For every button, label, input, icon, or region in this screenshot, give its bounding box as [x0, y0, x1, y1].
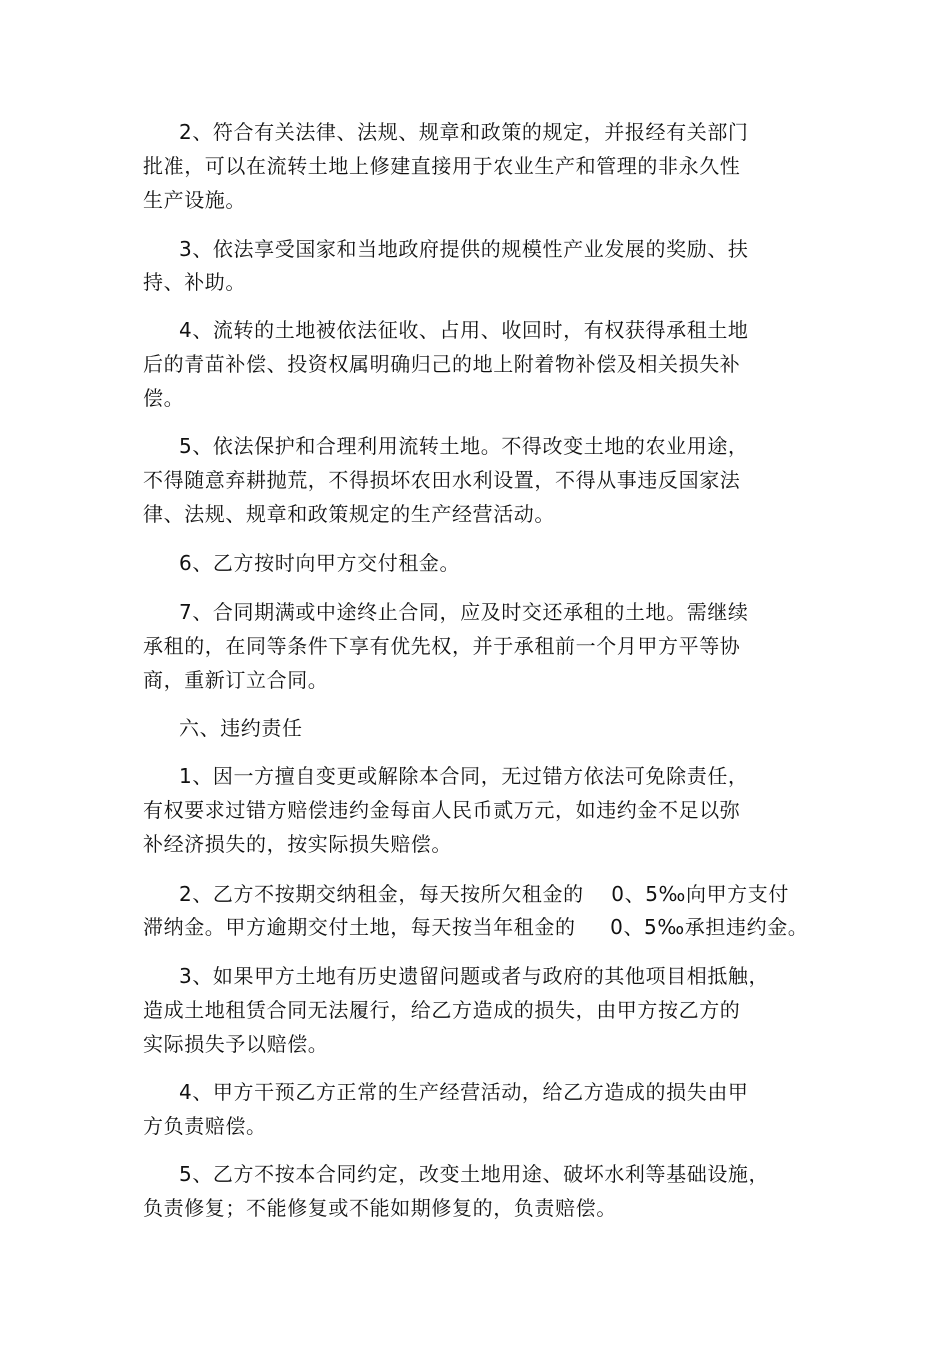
section-heading: 六、违约责任 [179, 716, 303, 740]
paragraph-line: 有权要求过错方赔偿违约金每亩人民币贰万元，如违约金不足以弥 [143, 798, 741, 822]
paragraph-line: 7、合同期满或中途终止合同，应及时交还承租的土地。需继续 [179, 600, 749, 624]
paragraph-line: 4、甲方干预乙方正常的生产经营活动，给乙方造成的损失由甲 [179, 1080, 749, 1104]
paragraph-line: 律、法规、规章和政策规定的生产经营活动。 [143, 502, 555, 526]
paragraph-line: 2、乙方不按期交纳租金，每天按所欠租金的 0、5‰向甲方支付 [179, 882, 789, 906]
paragraph-line: 偿。 [143, 386, 185, 410]
paragraph-line: 负责修复；不能修复或不能如期修复的，负责赔偿。 [143, 1196, 617, 1220]
paragraph-line: 后的青苗补偿、投资权属明确归己的地上附着物补偿及相关损失补 [143, 352, 741, 376]
paragraph-line: 滞纳金。甲方逾期交付土地，每天按当年租金的 0、5‰承担违约金。 [143, 915, 809, 939]
paragraph-line: 5、乙方不按本合同约定，改变土地用途、破坏水利等基础设施， [179, 1162, 770, 1186]
paragraph-line: 5、依法保护和合理利用流转土地。不得改变土地的农业用途， [179, 434, 749, 458]
paragraph-line: 不得随意弃耕抛荒，不得损坏农田水利设置，不得从事违反国家法 [143, 468, 741, 492]
paragraph-line: 持、补助。 [143, 270, 246, 294]
paragraph-line: 6、乙方按时向甲方交付租金。 [179, 551, 461, 575]
paragraph-line: 3、如果甲方土地有历史遗留问题或者与政府的其他项目相抵触， [179, 964, 770, 988]
paragraph-line: 承租的，在同等条件下享有优先权，并于承租前一个月甲方平等协 [143, 634, 741, 658]
paragraph-line: 生产设施。 [143, 188, 246, 212]
paragraph-line: 4、流转的土地被依法征收、占用、收回时，有权获得承租土地 [179, 318, 749, 342]
paragraph-line: 批准，可以在流转土地上修建直接用于农业生产和管理的非永久性 [143, 154, 741, 178]
paragraph-line: 2、符合有关法律、法规、规章和政策的规定，并报经有关部门 [179, 120, 749, 144]
paragraph-line: 1、因一方擅自变更或解除本合同，无过错方依法可免除责任， [179, 764, 749, 788]
paragraph-line: 方负责赔偿。 [143, 1114, 267, 1138]
paragraph-line: 补经济损失的，按实际损失赔偿。 [143, 832, 452, 856]
paragraph-line: 商，重新订立合同。 [143, 668, 329, 692]
paragraph-line: 3、依法享受国家和当地政府提供的规模性产业发展的奖励、扶 [179, 237, 749, 261]
paragraph-line: 造成土地租赁合同无法履行，给乙方造成的损失，由甲方按乙方的 [143, 998, 741, 1022]
paragraph-line: 实际损失予以赔偿。 [143, 1032, 329, 1056]
